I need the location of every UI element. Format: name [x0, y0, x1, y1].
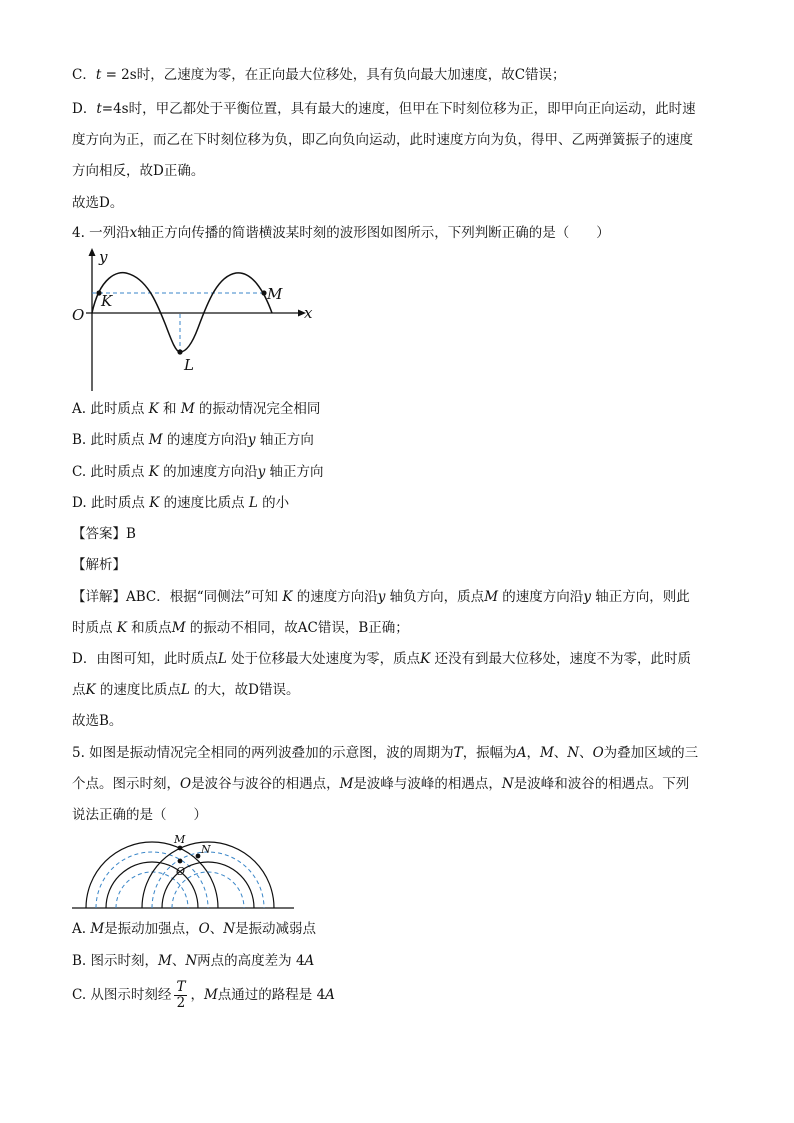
right-trough-outer: [152, 852, 264, 908]
q5-interference-graph: [72, 830, 302, 914]
q4-explanation-line2: 时质点 K 和质点M 的振动不相同，故AC错误，B正确；: [72, 620, 409, 636]
point-m-label: M: [174, 833, 186, 846]
origin-label: O: [72, 306, 85, 324]
q4-explanation-line1: 【详解】ABC．根据“同侧法”可知 K 的速度方向沿y 轴负方向，质点M 的速度方向沿y 轴正方向，则此: [72, 589, 690, 605]
y-axis-label: y: [99, 248, 108, 266]
point-k-label: K: [101, 292, 113, 310]
q5-stem-line2: 个点。图示时刻，O是波谷与波谷的相遇点，M是波峰与波峰的相遇点，N是波峰和波谷的相遇点。下列: [72, 776, 690, 792]
point-m: [178, 846, 183, 851]
wave-curve: [92, 273, 272, 352]
left-trough-outer: [96, 852, 208, 908]
point-o: [178, 859, 183, 864]
q4-answer: 【答案】B: [72, 526, 136, 542]
prev-option-d-line2: 度方向为正，而乙在下时刻位移为负，即乙向负向运动，此时速度方向为负，得甲、乙两弹簧振子的速度: [72, 132, 693, 148]
prev-option-c: C．t = 2s时，乙速度为零，在正向最大位移处，具有负向最大加速度，故C错误；: [72, 67, 566, 83]
point-l-label: L: [184, 356, 194, 374]
y-axis-arrow-icon: [89, 248, 96, 256]
point-m-label: M: [267, 285, 283, 303]
q4-stem: 4. 一列沿x轴正方向传播的简谐横波某时刻的波形图如图所示，下列判断正确的是（ ）: [72, 225, 610, 241]
q4-explanation-line4: 点K 的速度比质点L 的大，故D错误。: [72, 682, 300, 698]
q4-explanation-line3: D．由图可知，此时质点L 处于位移最大处速度为零，质点K 还没有到最大位移处，速度不为零，此时质: [72, 651, 691, 667]
q4-analysis-tag: 【解析】: [72, 557, 126, 573]
prev-choice: 故选D。: [72, 195, 124, 211]
prev-option-d: D．t=4s时，甲乙都处于平衡位置，具有最大的速度，但甲在下时刻位移为正，即甲向正向运动，此时速: [72, 101, 696, 117]
q5-option-b[interactable]: B. 图示时刻，M、N两点的高度差为 4A: [72, 953, 315, 969]
point-l: [177, 349, 182, 354]
point-o-label: O: [176, 865, 186, 878]
prev-option-d-line3: 方向相反，故D正确。: [72, 163, 205, 179]
q4-option-d[interactable]: D. 此时质点 K 的速度比质点 L 的小: [72, 495, 290, 511]
fraction-t-over-2: $\frac{T}{2}$: [176, 979, 186, 1011]
point-n-label: N: [201, 843, 211, 856]
q4-wave-graph: [68, 246, 328, 396]
q5-stem-line1: 5. 如图是振动情况完全相同的两列波叠加的示意图，波的周期为T，振幅为A，M、N、O为叠加区域的三: [72, 745, 699, 761]
point-n: [196, 854, 201, 859]
q4-option-a[interactable]: A. 此时质点 K 和 M 的振动情况完全相同: [72, 401, 321, 417]
point-m: [261, 290, 266, 295]
q4-option-c[interactable]: C. 此时质点 K 的加速度方向沿y 轴正方向: [72, 464, 324, 480]
q5-option-c[interactable]: C. 从图示时刻经 $\frac{T}{2}$ ，M点通过的路程是 4A: [72, 979, 335, 1011]
x-axis-label: x: [304, 304, 313, 322]
q4-option-b[interactable]: B. 此时质点 M 的速度方向沿y 轴正方向: [72, 432, 314, 448]
q4-choice: 故选B。: [72, 713, 123, 729]
q5-stem-line3: 说法正确的是（ ）: [72, 807, 207, 823]
q5-option-a[interactable]: A. M是振动加强点，O、N是振动减弱点: [72, 921, 317, 937]
